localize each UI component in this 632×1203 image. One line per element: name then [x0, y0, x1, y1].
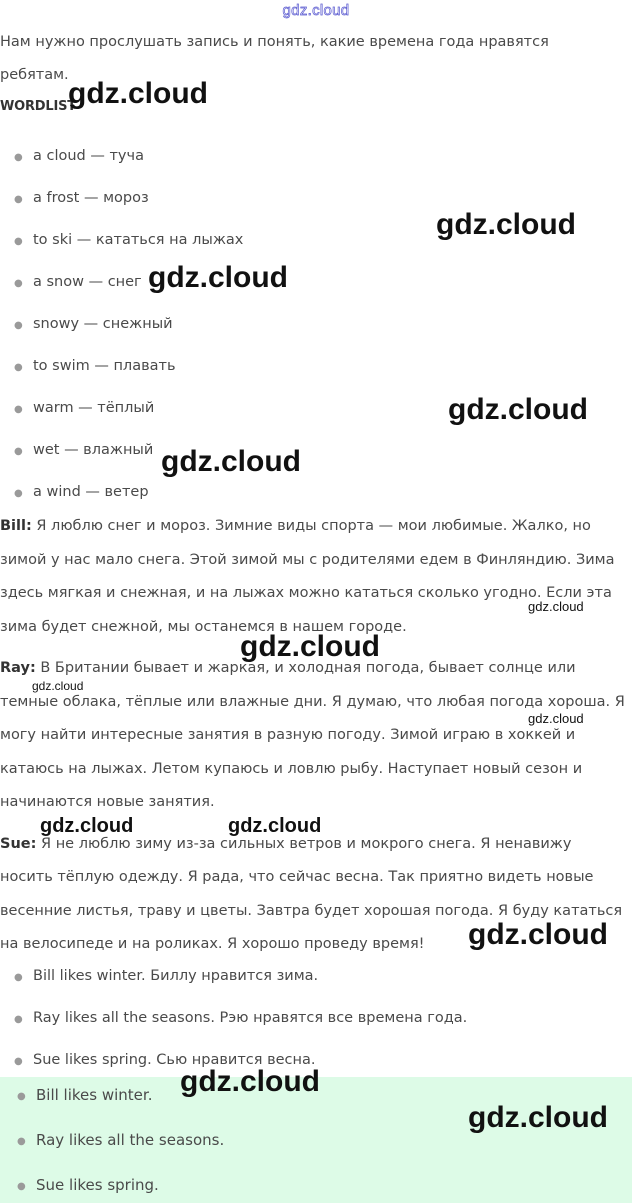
watermark: gdz.cloud: [240, 630, 380, 663]
ray-line-1: Ray: В Британии бывает и жаркая, и холодная погода, бывает солнце или: [0, 660, 576, 676]
list-item: a snow — снег: [33, 274, 142, 290]
watermark: gdz.cloud: [436, 208, 576, 241]
sue-line-2: носить тёплую одежду. Я рада, что сейчас весна. Так приятно видеть новые: [0, 869, 594, 885]
list-item: a wind — ветер: [33, 484, 149, 500]
watermark: gdz.cloud: [180, 1065, 320, 1098]
watermark: gdz.cloud: [148, 261, 288, 294]
bill-line-3: здесь мягкая и снежная, и на лыжах можно кататься сколько угодно. Если эта: [0, 585, 612, 601]
speaker-sue: Sue:: [0, 836, 37, 852]
bullet-icon: ●: [14, 488, 23, 499]
ray-line-2: темные облака, тёплые или влажные дни. Я думаю, что любая погода хороша. Я: [0, 694, 625, 710]
bullet-icon: ●: [14, 152, 23, 163]
ray-line-3: могу найти интересные занятия в разную погоду. Зимой играю в хоккей и: [0, 727, 576, 743]
site-logo[interactable]: gdz.cloud: [282, 2, 350, 19]
intro-line-1: Нам нужно прослушать запись и понять, какие времена года нравятся: [0, 34, 549, 50]
sue-line-1: Sue: Я не люблю зиму из-за сильных ветров и мокрого снега. Я ненавижу: [0, 836, 572, 852]
bullet-icon: ●: [14, 446, 23, 457]
intro-line-2: ребятам.: [0, 67, 69, 83]
watermark: gdz.cloud: [528, 599, 584, 614]
bullet-icon: ●: [14, 404, 23, 415]
watermark: gdz.cloud: [32, 679, 84, 693]
bullet-icon: ●: [14, 362, 23, 373]
watermark: gdz.cloud: [468, 1101, 608, 1134]
list-item: snowy — снежный: [33, 316, 173, 332]
bullet-icon: ●: [17, 1091, 26, 1102]
bullet-icon: ●: [14, 278, 23, 289]
list-item: to ski — кататься на лыжах: [33, 232, 244, 248]
list-item: to swim — плавать: [33, 358, 176, 374]
ray-line-4: катаюсь на лыжах. Летом купаюсь и ловлю рыбу. Наступает новый сезон и: [0, 761, 583, 777]
list-item: Bill likes winter. Биллу нравится зима.: [33, 968, 319, 984]
list-item: warm — тёплый: [33, 400, 155, 416]
bill-line-4: зима будет снежной, мы останемся в нашем городе.: [0, 619, 407, 635]
sue-line-4: на велосипеде и на роликах. Я хорошо проведу время!: [0, 936, 425, 952]
bullet-icon: ●: [14, 1014, 23, 1025]
list-item: Ray likes all the seasons. Рэю нравятся все времена года.: [33, 1010, 468, 1026]
wordlist-heading: WORDLIST: [0, 99, 76, 114]
bullet-icon: ●: [14, 194, 23, 205]
bill-line-2: зимой у нас мало снега. Этой зимой мы с родителями едем в Финляндию. Зима: [0, 552, 615, 568]
bullet-icon: ●: [17, 1181, 26, 1192]
ray-line-5: начинаются новые занятия.: [0, 794, 215, 810]
sue-line-3: весенние листья, траву и цветы. Завтра будет хорошая погода. Я буду кататься: [0, 903, 623, 919]
bullet-icon: ●: [14, 236, 23, 247]
bullet-icon: ●: [14, 320, 23, 331]
watermark: gdz.cloud: [161, 445, 301, 478]
answer-item: Ray likes all the seasons.: [36, 1131, 225, 1149]
watermark: gdz.cloud: [228, 815, 322, 837]
bill-line-1: Bill: Я люблю снег и мороз. Зимние виды спорта — мои любимые. Жалко, но: [0, 518, 591, 534]
speaker-ray: Ray:: [0, 660, 36, 676]
bullet-icon: ●: [14, 972, 23, 983]
bullet-icon: ●: [17, 1136, 26, 1147]
watermark: gdz.cloud: [448, 393, 588, 426]
list-item: wet — влажный: [33, 442, 154, 458]
watermark: gdz.cloud: [40, 815, 134, 837]
answer-item: Sue likes spring.: [36, 1176, 159, 1194]
list-item: a cloud — туча: [33, 148, 144, 164]
list-item: Sue likes spring. Сью нравится весна.: [33, 1052, 316, 1068]
answer-item: Bill likes winter.: [36, 1086, 153, 1104]
watermark: gdz.cloud: [468, 918, 608, 951]
watermark: gdz.cloud: [68, 77, 208, 110]
speaker-bill: Bill:: [0, 518, 32, 534]
list-item: a frost — мороз: [33, 190, 149, 206]
watermark: gdz.cloud: [528, 711, 584, 726]
bullet-icon: ●: [14, 1056, 23, 1067]
